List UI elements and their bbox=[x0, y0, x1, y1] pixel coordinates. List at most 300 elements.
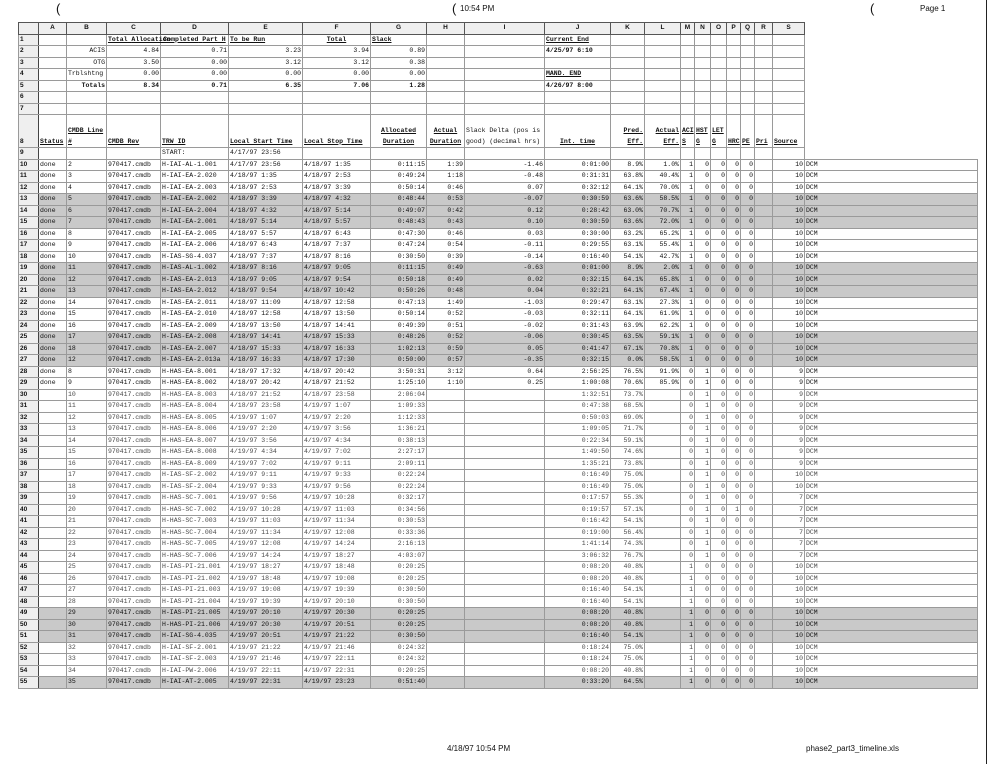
cell[interactable]: 4/18/97 9:05 bbox=[229, 274, 303, 286]
cell[interactable]: 3.94 bbox=[303, 46, 371, 58]
cell[interactable]: 4/18/97 6:43 bbox=[303, 228, 371, 240]
cell[interactable] bbox=[67, 148, 107, 160]
cell[interactable]: 10 bbox=[773, 608, 805, 620]
row-number[interactable]: 26 bbox=[19, 343, 39, 355]
cell[interactable] bbox=[645, 148, 681, 160]
cell[interactable]: 0:30:50 bbox=[371, 251, 427, 263]
cell[interactable]: 0 bbox=[727, 619, 741, 631]
cell[interactable]: 4/19/97 20:30 bbox=[303, 608, 371, 620]
row-number[interactable]: 27 bbox=[19, 355, 39, 367]
cell[interactable]: START: bbox=[161, 148, 229, 160]
cell[interactable]: 970417.cmdb bbox=[107, 297, 161, 309]
cell[interactable] bbox=[773, 46, 805, 58]
cell[interactable] bbox=[755, 665, 773, 677]
cell[interactable] bbox=[727, 34, 741, 46]
cell[interactable]: 4/18/97 4:32 bbox=[229, 205, 303, 217]
cell[interactable]: 0 bbox=[727, 608, 741, 620]
cell[interactable]: 0 bbox=[727, 550, 741, 562]
row-number[interactable]: 3 bbox=[19, 57, 39, 69]
cell[interactable]: H-IAI-EA-2.005 bbox=[161, 228, 229, 240]
column-header[interactable]: O bbox=[711, 23, 727, 35]
cell[interactable]: 9 bbox=[773, 366, 805, 378]
cell[interactable]: 0 bbox=[727, 493, 741, 505]
cell[interactable]: 0:08:20 bbox=[545, 619, 611, 631]
cell[interactable]: done bbox=[39, 171, 67, 183]
cell[interactable]: -0.63 bbox=[465, 263, 545, 275]
cell[interactable]: -1.46 bbox=[465, 159, 545, 171]
cell[interactable]: 1:18 bbox=[427, 171, 465, 183]
cell[interactable] bbox=[545, 148, 611, 160]
cell[interactable] bbox=[545, 92, 611, 104]
row-number[interactable]: 45 bbox=[19, 562, 39, 574]
cell[interactable]: H-IAS-PI-21.001 bbox=[161, 562, 229, 574]
cell[interactable]: 970417.cmdb bbox=[107, 527, 161, 539]
cell[interactable] bbox=[645, 677, 681, 689]
cell[interactable] bbox=[645, 470, 681, 482]
cell[interactable]: 0 bbox=[727, 596, 741, 608]
cell[interactable]: 0:59 bbox=[427, 343, 465, 355]
cell[interactable] bbox=[755, 69, 773, 81]
cell[interactable]: 13 bbox=[67, 286, 107, 298]
cell[interactable]: 75.0% bbox=[611, 642, 645, 654]
cell[interactable]: 0 bbox=[741, 159, 755, 171]
cell[interactable]: 40.8% bbox=[611, 562, 645, 574]
cell[interactable]: 10 bbox=[773, 217, 805, 229]
cell[interactable] bbox=[645, 481, 681, 493]
cell[interactable]: 91.9% bbox=[645, 366, 681, 378]
cell[interactable]: 0 bbox=[727, 320, 741, 332]
cell[interactable]: 1 bbox=[681, 608, 695, 620]
cell[interactable]: 1 bbox=[681, 286, 695, 298]
cell[interactable]: 1 bbox=[681, 677, 695, 689]
cell[interactable]: 68.5% bbox=[611, 401, 645, 413]
cell[interactable] bbox=[465, 435, 545, 447]
cell[interactable] bbox=[645, 401, 681, 413]
cell[interactable]: 4/18/97 17:32 bbox=[229, 366, 303, 378]
row-number[interactable]: 10 bbox=[19, 159, 39, 171]
cell[interactable]: DCM bbox=[805, 171, 978, 183]
cell[interactable]: DCM bbox=[805, 654, 978, 666]
cell[interactable]: 0 bbox=[695, 665, 711, 677]
cell[interactable]: 970417.cmdb bbox=[107, 332, 161, 344]
cell[interactable]: 970417.cmdb bbox=[107, 228, 161, 240]
cell[interactable]: 0 bbox=[681, 366, 695, 378]
cell[interactable]: DCM bbox=[805, 228, 978, 240]
cell[interactable]: 65.2% bbox=[645, 228, 681, 240]
cell[interactable] bbox=[755, 34, 773, 46]
cell[interactable]: H-IAI-PW-2.006 bbox=[161, 665, 229, 677]
cell[interactable]: 4/18/97 14:41 bbox=[303, 320, 371, 332]
cell[interactable]: 0 bbox=[681, 481, 695, 493]
cell[interactable] bbox=[427, 148, 465, 160]
cell[interactable]: 0:42 bbox=[427, 205, 465, 217]
cell[interactable]: 0:30:50 bbox=[371, 631, 427, 643]
cell[interactable] bbox=[755, 240, 773, 252]
cell[interactable]: 0:20:25 bbox=[371, 608, 427, 620]
cell[interactable]: 0:47:30 bbox=[371, 228, 427, 240]
cell[interactable]: 0:17:57 bbox=[545, 493, 611, 505]
cell[interactable]: 0 bbox=[711, 355, 727, 367]
cell[interactable]: 0 bbox=[695, 205, 711, 217]
cell[interactable]: 10 bbox=[773, 251, 805, 263]
header-cell[interactable]: CMDB Rev bbox=[107, 115, 161, 148]
cell[interactable] bbox=[645, 665, 681, 677]
cell[interactable]: done bbox=[39, 263, 67, 275]
cell[interactable]: 63.2% bbox=[611, 228, 645, 240]
cell[interactable]: 1:39 bbox=[427, 159, 465, 171]
cell[interactable]: 0 bbox=[727, 297, 741, 309]
cell[interactable]: 76.7% bbox=[611, 550, 645, 562]
cell[interactable]: 0:08:20 bbox=[545, 573, 611, 585]
cell[interactable]: 0 bbox=[695, 343, 711, 355]
cell[interactable]: 0:48:43 bbox=[371, 217, 427, 229]
cell[interactable] bbox=[755, 171, 773, 183]
cell[interactable]: DCM bbox=[805, 343, 978, 355]
cell[interactable] bbox=[39, 412, 67, 424]
row-number[interactable]: 2 bbox=[19, 46, 39, 58]
cell[interactable]: 0:48 bbox=[427, 286, 465, 298]
cell[interactable]: DCM bbox=[805, 677, 978, 689]
cell[interactable]: 0 bbox=[741, 573, 755, 585]
column-header[interactable]: M bbox=[681, 23, 695, 35]
cell[interactable]: 970417.cmdb bbox=[107, 263, 161, 275]
row-number[interactable]: 34 bbox=[19, 435, 39, 447]
cell[interactable]: 0 bbox=[711, 573, 727, 585]
cell[interactable]: 9 bbox=[773, 378, 805, 390]
cell[interactable]: 4/19/97 11:34 bbox=[229, 527, 303, 539]
cell[interactable]: 0:51:40 bbox=[371, 677, 427, 689]
cell[interactable]: 23 bbox=[67, 539, 107, 551]
cell[interactable]: 75.0% bbox=[611, 470, 645, 482]
cell[interactable]: 10 bbox=[773, 159, 805, 171]
cell[interactable] bbox=[741, 148, 755, 160]
cell[interactable] bbox=[427, 447, 465, 459]
cell[interactable]: 8 bbox=[67, 228, 107, 240]
cell[interactable] bbox=[741, 80, 755, 92]
cell[interactable] bbox=[773, 103, 805, 115]
cell[interactable]: 0:30:59 bbox=[545, 217, 611, 229]
row-number[interactable]: 29 bbox=[19, 378, 39, 390]
cell[interactable]: 0 bbox=[727, 401, 741, 413]
cell[interactable]: 0.89 bbox=[371, 46, 427, 58]
cell[interactable]: 0:30:53 bbox=[371, 516, 427, 528]
cell[interactable]: 0 bbox=[727, 573, 741, 585]
cell[interactable] bbox=[39, 80, 67, 92]
cell[interactable] bbox=[727, 69, 741, 81]
cell[interactable]: 0:49 bbox=[427, 274, 465, 286]
cell[interactable] bbox=[755, 458, 773, 470]
cell[interactable]: 1 bbox=[681, 182, 695, 194]
cell[interactable]: 64.1% bbox=[611, 286, 645, 298]
cell[interactable]: 0 bbox=[711, 412, 727, 424]
cell[interactable] bbox=[711, 57, 727, 69]
cell[interactable]: 0 bbox=[711, 654, 727, 666]
cell[interactable]: 4 bbox=[67, 182, 107, 194]
cell[interactable]: 0:30:50 bbox=[371, 596, 427, 608]
cell[interactable]: DCM bbox=[805, 596, 978, 608]
header-cell[interactable]: Slack Delta (pos is good) (decimal hrs) bbox=[465, 115, 545, 148]
row-number[interactable]: 49 bbox=[19, 608, 39, 620]
cell[interactable]: 0 bbox=[695, 240, 711, 252]
cell[interactable] bbox=[39, 619, 67, 631]
cell[interactable] bbox=[427, 80, 465, 92]
cell[interactable]: 0.10 bbox=[465, 217, 545, 229]
cell[interactable]: 5 bbox=[67, 194, 107, 206]
cell[interactable]: 0 bbox=[727, 366, 741, 378]
cell[interactable]: 3.23 bbox=[229, 46, 303, 58]
cell[interactable]: -0.06 bbox=[465, 332, 545, 344]
row-number[interactable]: 11 bbox=[19, 171, 39, 183]
cell[interactable]: 0.00 bbox=[371, 69, 427, 81]
header-cell[interactable]: Int. time bbox=[545, 115, 611, 148]
cell[interactable] bbox=[755, 297, 773, 309]
cell[interactable]: 31 bbox=[67, 631, 107, 643]
cell[interactable]: 0:57 bbox=[427, 355, 465, 367]
cell[interactable]: 4:03:07 bbox=[371, 550, 427, 562]
cell[interactable] bbox=[741, 69, 755, 81]
cell[interactable]: 9 bbox=[67, 378, 107, 390]
cell[interactable]: 970417.cmdb bbox=[107, 251, 161, 263]
cell[interactable]: 0:20:25 bbox=[371, 619, 427, 631]
row-number[interactable]: 13 bbox=[19, 194, 39, 206]
cell[interactable] bbox=[465, 447, 545, 459]
header-cell[interactable]: TRW ID bbox=[161, 115, 229, 148]
cell[interactable]: 9 bbox=[773, 412, 805, 424]
cell[interactable] bbox=[727, 92, 741, 104]
cell[interactable]: H-HAS-SC-7.004 bbox=[161, 527, 229, 539]
cell[interactable] bbox=[465, 424, 545, 436]
cell[interactable]: H-HAS-SC-7.003 bbox=[161, 516, 229, 528]
cell[interactable] bbox=[755, 194, 773, 206]
cell[interactable] bbox=[465, 57, 545, 69]
cell[interactable]: 4/19/97 14:24 bbox=[303, 539, 371, 551]
cell[interactable]: 72.0% bbox=[645, 217, 681, 229]
cell[interactable]: H-IAS-EA-2.012 bbox=[161, 286, 229, 298]
cell[interactable]: 59.1% bbox=[645, 332, 681, 344]
cell[interactable]: 0 bbox=[741, 562, 755, 574]
cell[interactable]: done bbox=[39, 355, 67, 367]
cell[interactable]: 10 bbox=[67, 251, 107, 263]
cell[interactable] bbox=[39, 103, 67, 115]
cell[interactable] bbox=[755, 562, 773, 574]
cell[interactable] bbox=[755, 631, 773, 643]
cell[interactable]: 1:41:14 bbox=[545, 539, 611, 551]
cell[interactable]: 4/18/97 7:37 bbox=[303, 240, 371, 252]
cell[interactable]: 35 bbox=[67, 677, 107, 689]
cell[interactable]: 0 bbox=[695, 320, 711, 332]
cell[interactable] bbox=[727, 148, 741, 160]
cell[interactable]: done bbox=[39, 366, 67, 378]
column-header[interactable]: K bbox=[611, 23, 645, 35]
cell[interactable]: 63.1% bbox=[611, 240, 645, 252]
cell[interactable]: 4/19/97 21:22 bbox=[229, 642, 303, 654]
cell[interactable]: 0 bbox=[741, 631, 755, 643]
cell[interactable]: 970417.cmdb bbox=[107, 619, 161, 631]
cell[interactable] bbox=[755, 550, 773, 562]
cell[interactable]: 4/18/97 11:09 bbox=[229, 297, 303, 309]
cell[interactable]: 1:12:33 bbox=[371, 412, 427, 424]
cell[interactable]: 1 bbox=[681, 217, 695, 229]
cell[interactable]: 0 bbox=[711, 596, 727, 608]
cell[interactable]: H-IAS-AL-1.002 bbox=[161, 263, 229, 275]
cell[interactable]: 40.8% bbox=[611, 573, 645, 585]
row-number[interactable]: 33 bbox=[19, 424, 39, 436]
cell[interactable]: 4/19/97 11:03 bbox=[303, 504, 371, 516]
cell[interactable] bbox=[711, 148, 727, 160]
cell[interactable]: 970417.cmdb bbox=[107, 493, 161, 505]
cell[interactable]: 970417.cmdb bbox=[107, 458, 161, 470]
cell[interactable]: 10 bbox=[773, 286, 805, 298]
cell[interactable] bbox=[39, 527, 67, 539]
cell[interactable] bbox=[427, 573, 465, 585]
cell[interactable]: 4/19/97 9:33 bbox=[229, 481, 303, 493]
cell[interactable]: 0 bbox=[711, 401, 727, 413]
cell[interactable]: 85.9% bbox=[645, 378, 681, 390]
cell[interactable]: 2.0% bbox=[645, 263, 681, 275]
cell[interactable]: H-HAS-EA-8.007 bbox=[161, 435, 229, 447]
column-header[interactable]: G bbox=[371, 23, 427, 35]
cell[interactable]: H-IAI-AT-2.005 bbox=[161, 677, 229, 689]
cell[interactable] bbox=[755, 642, 773, 654]
cell[interactable] bbox=[727, 103, 741, 115]
cell[interactable]: 74.3% bbox=[611, 539, 645, 551]
cell[interactable] bbox=[711, 46, 727, 58]
cell[interactable]: 8.34 bbox=[107, 80, 161, 92]
cell[interactable]: 0 bbox=[741, 182, 755, 194]
header-cell[interactable]: Pri bbox=[755, 115, 773, 148]
cell[interactable]: 0 bbox=[695, 217, 711, 229]
row-number[interactable]: 6 bbox=[19, 92, 39, 104]
header-cell[interactable]: Actual Eff. bbox=[645, 115, 681, 148]
cell[interactable]: 4/19/97 3:56 bbox=[303, 424, 371, 436]
cell[interactable]: done bbox=[39, 286, 67, 298]
cell[interactable]: 0 bbox=[711, 481, 727, 493]
cell[interactable]: DCM bbox=[805, 332, 978, 344]
cell[interactable] bbox=[39, 596, 67, 608]
cell[interactable]: 0:47:38 bbox=[545, 401, 611, 413]
cell[interactable]: 4/19/97 20:10 bbox=[303, 596, 371, 608]
cell[interactable] bbox=[465, 550, 545, 562]
cell[interactable]: 0 bbox=[741, 412, 755, 424]
cell[interactable]: MAND. END bbox=[545, 69, 611, 81]
cell[interactable] bbox=[755, 539, 773, 551]
cell[interactable]: 0:52 bbox=[427, 332, 465, 344]
cell[interactable] bbox=[611, 148, 645, 160]
cell[interactable]: 4/18/97 4:32 bbox=[303, 194, 371, 206]
cell[interactable]: 71.7% bbox=[611, 424, 645, 436]
cell[interactable] bbox=[465, 412, 545, 424]
cell[interactable]: 10 bbox=[773, 205, 805, 217]
cell[interactable] bbox=[39, 642, 67, 654]
cell[interactable]: 70.7% bbox=[645, 205, 681, 217]
cell[interactable]: 0 bbox=[711, 435, 727, 447]
cell[interactable]: 0 bbox=[727, 171, 741, 183]
cell[interactable]: DCM bbox=[805, 366, 978, 378]
header-cell[interactable]: Local Start Time bbox=[229, 115, 303, 148]
cell[interactable]: 0:39 bbox=[427, 251, 465, 263]
cell[interactable]: 4/19/97 18:48 bbox=[303, 562, 371, 574]
cell[interactable] bbox=[681, 92, 695, 104]
cell[interactable]: 61.9% bbox=[645, 309, 681, 321]
cell[interactable]: 8.9% bbox=[611, 263, 645, 275]
cell[interactable]: 0:51 bbox=[427, 320, 465, 332]
cell[interactable]: 1 bbox=[681, 171, 695, 183]
cell[interactable]: 970417.cmdb bbox=[107, 470, 161, 482]
row-number[interactable]: 23 bbox=[19, 309, 39, 321]
cell[interactable]: 0:32:11 bbox=[545, 309, 611, 321]
cell[interactable]: DCM bbox=[805, 435, 978, 447]
cell[interactable]: 970417.cmdb bbox=[107, 240, 161, 252]
cell[interactable]: 10 bbox=[773, 343, 805, 355]
cell[interactable]: 0:30:00 bbox=[545, 228, 611, 240]
cell[interactable]: 1 bbox=[681, 631, 695, 643]
cell[interactable]: 1 bbox=[681, 320, 695, 332]
row-number[interactable]: 14 bbox=[19, 205, 39, 217]
cell[interactable]: 0 bbox=[695, 355, 711, 367]
cell[interactable] bbox=[755, 80, 773, 92]
cell[interactable]: done bbox=[39, 159, 67, 171]
cell[interactable]: 4/19/97 22:11 bbox=[303, 654, 371, 666]
cell[interactable]: 0:32:17 bbox=[371, 493, 427, 505]
cell[interactable]: 0:20:25 bbox=[371, 562, 427, 574]
cell[interactable]: 4/18/97 9:05 bbox=[303, 263, 371, 275]
cell[interactable]: 970417.cmdb bbox=[107, 424, 161, 436]
cell[interactable]: 4/18/97 8:16 bbox=[229, 263, 303, 275]
cell[interactable]: 0 bbox=[741, 642, 755, 654]
cell[interactable]: DCM bbox=[805, 665, 978, 677]
cell[interactable]: OTG bbox=[67, 57, 107, 69]
cell[interactable] bbox=[427, 103, 465, 115]
cell[interactable]: 4/17/97 23:56 bbox=[229, 148, 303, 160]
header-cell[interactable]: ACI S bbox=[681, 115, 695, 148]
cell[interactable]: 0:28:42 bbox=[545, 205, 611, 217]
cell[interactable]: 32 bbox=[67, 642, 107, 654]
header-cell[interactable]: CMDB Line # bbox=[67, 115, 107, 148]
column-header[interactable]: N bbox=[695, 23, 711, 35]
cell[interactable]: 0 bbox=[681, 424, 695, 436]
header-cell[interactable]: Local Stop Time bbox=[303, 115, 371, 148]
cell[interactable]: DCM bbox=[805, 527, 978, 539]
cell[interactable] bbox=[645, 539, 681, 551]
cell[interactable] bbox=[755, 355, 773, 367]
cell[interactable]: 0.02 bbox=[465, 274, 545, 286]
cell[interactable]: H-HAS-SC-7.002 bbox=[161, 504, 229, 516]
cell[interactable] bbox=[465, 562, 545, 574]
cell[interactable]: 1 bbox=[681, 297, 695, 309]
cell[interactable]: 0:46 bbox=[427, 182, 465, 194]
cell[interactable]: 1 bbox=[695, 366, 711, 378]
cell[interactable]: -0.11 bbox=[465, 240, 545, 252]
cell[interactable]: 0 bbox=[741, 447, 755, 459]
cell[interactable]: 4/19/97 12:08 bbox=[229, 539, 303, 551]
cell[interactable] bbox=[427, 46, 465, 58]
cell[interactable] bbox=[465, 527, 545, 539]
row-number[interactable]: 17 bbox=[19, 240, 39, 252]
cell[interactable] bbox=[645, 69, 681, 81]
column-header[interactable]: B bbox=[67, 23, 107, 35]
row-number[interactable]: 36 bbox=[19, 458, 39, 470]
cell[interactable] bbox=[39, 401, 67, 413]
cell[interactable]: 4/18/97 15:33 bbox=[229, 343, 303, 355]
cell[interactable] bbox=[645, 447, 681, 459]
cell[interactable]: 0 bbox=[741, 286, 755, 298]
row-number[interactable]: 32 bbox=[19, 412, 39, 424]
cell[interactable]: 15 bbox=[67, 309, 107, 321]
cell[interactable]: 0:47:24 bbox=[371, 240, 427, 252]
cell[interactable]: 54.1% bbox=[611, 516, 645, 528]
cell[interactable]: H-HAS-SC-7.001 bbox=[161, 493, 229, 505]
cell[interactable]: 34 bbox=[67, 665, 107, 677]
